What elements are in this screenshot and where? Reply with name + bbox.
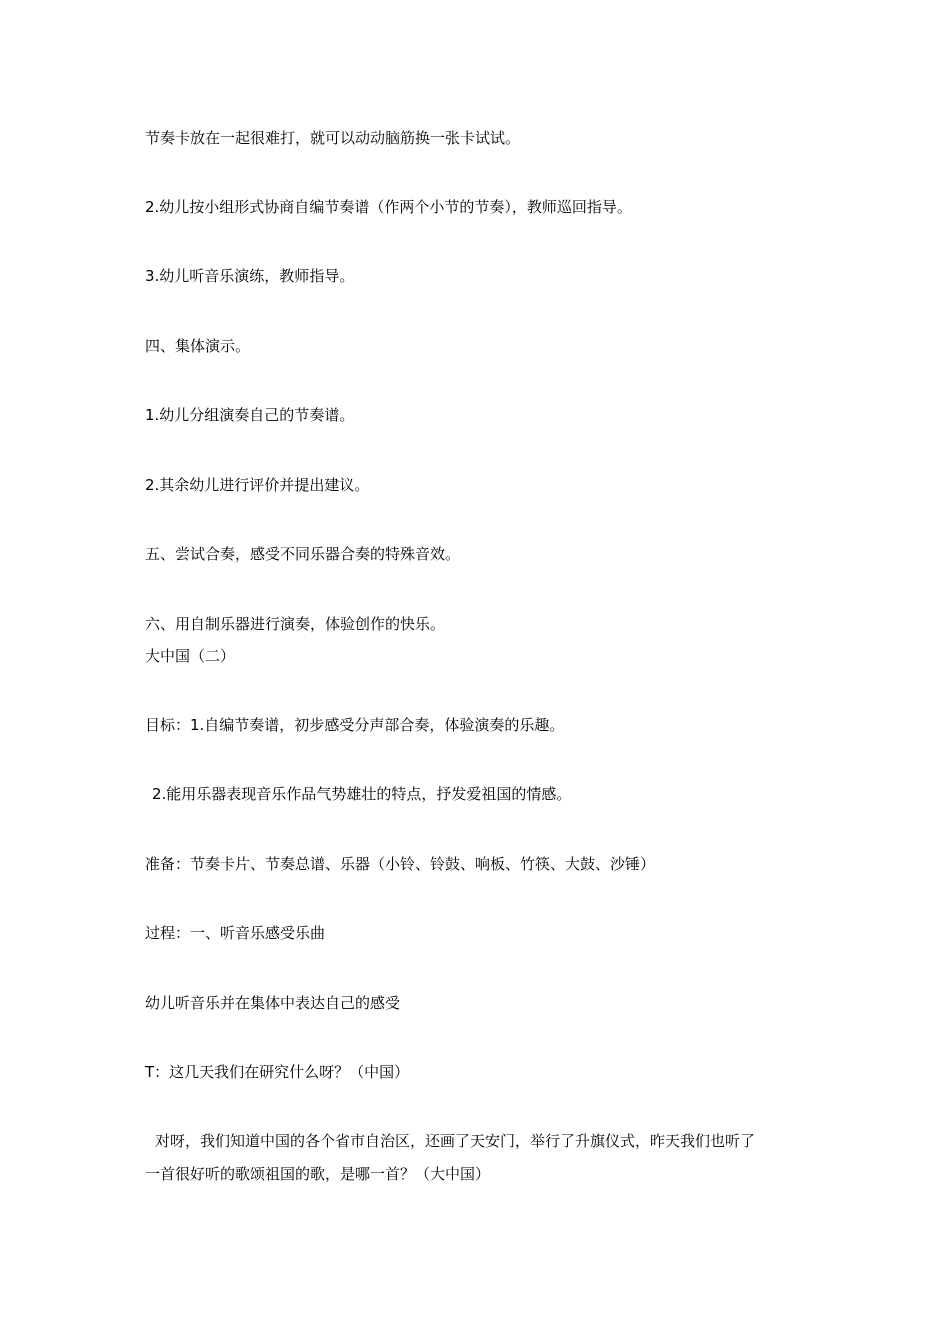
- paragraph-2: 2.幼儿按小组形式协商自编节奏谱（作两个小节的节奏），教师巡回指导。: [145, 198, 632, 216]
- goal-2: 2.能用乐器表现音乐作品气势雄壮的特点，抒发爱祖国的情感。: [152, 785, 572, 803]
- goal-1: 目标：1.自编节奏谱，初步感受分声部合奏，体验演奏的乐趣。: [145, 716, 565, 734]
- paragraph-dialogue-line-1: 对呀，我们知道中国的各个省市自治区，还画了天安门，举行了升旗仪式，昨天我们也听了: [155, 1132, 756, 1150]
- paragraph-listen: 幼儿听音乐并在集体中表达自己的感受: [145, 994, 401, 1012]
- teacher-question: T：这几天我们在研究什么呀？（中国）: [145, 1063, 410, 1081]
- paragraph-6: 2.其余幼儿进行评价并提出建议。: [145, 476, 370, 494]
- preparation: 准备：节奏卡片、节奏总谱、乐器（小铃、铃鼓、响板、竹筷、大鼓、沙锤）: [145, 855, 656, 873]
- paragraph-1: 节奏卡放在一起很难打，就可以动动脑筋换一张卡试试。: [145, 129, 521, 147]
- section-heading-4: 四、集体演示。: [145, 337, 251, 355]
- paragraph-dialogue-line-2: 一首很好听的歌颂祖国的歌，是哪一首？（大中国）: [145, 1165, 491, 1183]
- process-step-1: 过程：一、听音乐感受乐曲: [145, 924, 326, 942]
- lesson-title: 大中国（二）: [145, 647, 236, 665]
- section-heading-6: 六、用自制乐器进行演奏，体验创作的快乐。: [145, 615, 446, 633]
- paragraph-5: 1.幼儿分组演奏自己的节奏谱。: [145, 406, 355, 424]
- section-heading-5: 五、尝试合奏，感受不同乐器合奏的特殊音效。: [145, 545, 461, 563]
- paragraph-3: 3.幼儿听音乐演练，教师指导。: [145, 267, 355, 285]
